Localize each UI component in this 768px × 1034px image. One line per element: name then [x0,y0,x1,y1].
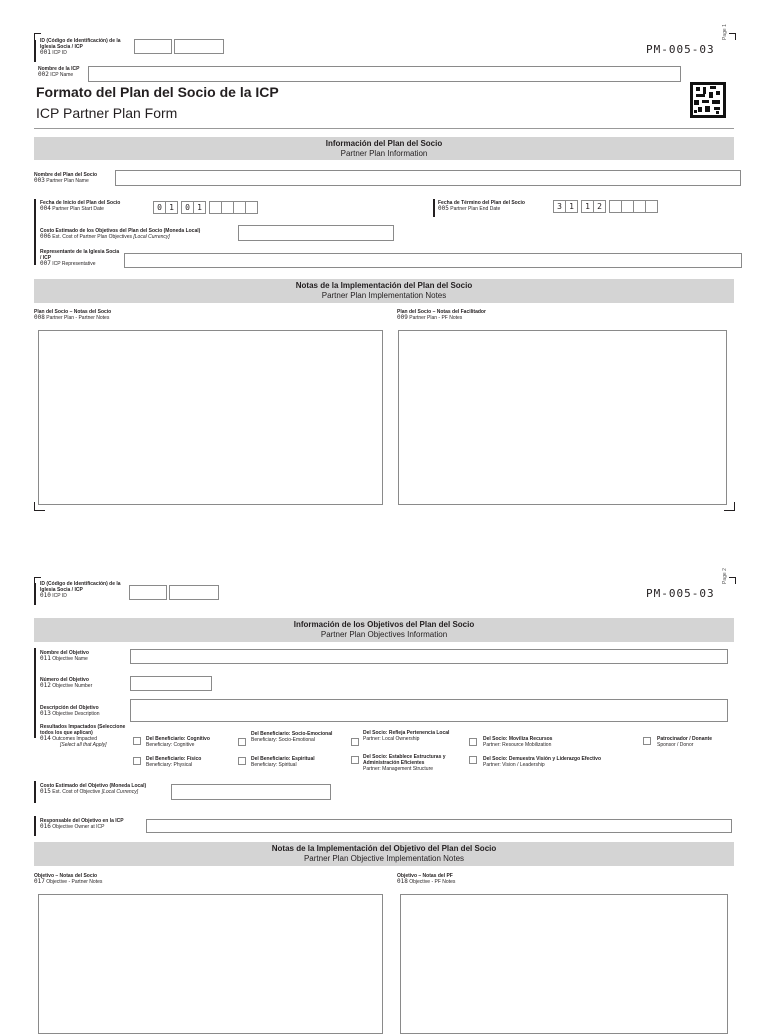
checkbox-vision-leadership[interactable] [469,756,477,764]
section-header-plan-info: Información del Plan del Socio Partner Plan Information [34,137,734,160]
date-digit-cell[interactable]: 0 [181,201,194,214]
start-date-field[interactable] [153,201,257,214]
field-marker [34,816,36,836]
partner-notes-label: Plan del Socio – Notas del Socio 008 Partner Plan - Partner Notes [34,309,112,321]
date-digit-cell[interactable]: 3 [553,200,566,213]
icp-id-field-b[interactable] [169,585,219,600]
obj-name-field[interactable] [130,649,728,664]
partner-notes-field[interactable] [38,330,383,505]
field-marker [34,781,36,803]
barcode-icon [690,82,726,118]
field-marker [34,583,36,605]
obj-desc-field[interactable] [130,699,728,722]
obj-partner-notes-field[interactable] [38,894,383,1034]
date-digit-cell[interactable]: 1 [581,200,594,213]
option-local-ownership: Del Socio: Refleja Pertenencia Local Partner: Local Ownership [363,730,450,742]
icp-name-field[interactable] [88,66,681,82]
date-digit-cell[interactable]: 1 [565,200,578,213]
page-title-en: ICP Partner Plan Form [36,105,178,121]
option-spiritual: Del Beneficiario: Espiritual Beneficiary: Spiritual [251,756,315,768]
checkbox-spiritual[interactable] [238,757,246,765]
obj-owner-field[interactable] [146,819,732,833]
rep-field[interactable] [124,253,742,268]
option-resource-mobilization: Del Socio: Moviliza Recursos Partner: Resource Mobilization [483,736,553,748]
option-vision-leadership: Del Socio: Demuestra Visión y Liderazgo Efectivo Partner: Vision / Leadership [483,756,601,768]
end-date-field[interactable] [553,200,657,213]
plan-name-field[interactable] [115,170,741,186]
option-sponsor-donor: Patrocinador / Donante Sponsor / Donor [657,736,713,748]
start-date-label: Fecha de Inicio del Plan del Socio 004 Partner Plan Start Date [40,200,121,212]
date-digit-cell[interactable]: 1 [193,201,206,214]
obj-partner-notes-label: Objetivo – Notas del Socio 017 Objective - Partner Notes [34,873,103,885]
form-code: PM-005-03 [646,587,715,600]
obj-owner-label: Responsable del Objetivo en la ICP 016 Objective Owner at ICP [40,818,124,830]
obj-number-field[interactable] [130,676,212,691]
checkbox-socio-emotional[interactable] [238,738,246,746]
field-marker [433,199,435,217]
date-digit-cell[interactable]: 2 [593,200,606,213]
outcomes-label: Resultados Impactados (Seleccione todos los que aplican) 014 Outcomes Impacted [Select all that Apply] [40,724,126,748]
date-digit-cell[interactable] [245,201,258,214]
obj-name-label: Nombre del Objetivo 011 Objective Name [40,650,89,662]
rep-label: Representante de la Iglesia Socia / ICP 007 ICP Representative [40,249,120,267]
icp-id-field-b[interactable] [174,39,224,54]
field-marker [34,199,36,265]
pf-notes-label: Plan del Socio – Notas del Facilitador 009 Partner Plan - PF Notes [397,309,486,321]
icp-id-label: ID (Código de Identificación) de la Iglesia Socia / ICP 001 ICP ID [40,38,121,56]
icp-id-field-a[interactable] [129,585,167,600]
title-divider [34,128,734,129]
pf-notes-field[interactable] [398,330,727,505]
obj-number-label: Número del Objetivo 012 Objective Number [40,677,93,689]
field-marker [34,40,36,62]
page-title-es: Formato del Plan del Socio de la ICP [36,84,279,100]
section-header-impl-notes: Notas de la Implementación del Plan del Socio Partner Plan Implementation Notes [34,279,734,303]
obj-cost-label: Costo Estimado del Objetivo (Moneda Local) 015 Est. Cost of Objective [Local Currency] [40,783,147,795]
form-code: PM-005-03 [646,43,715,56]
checkbox-cognitive[interactable] [133,737,141,745]
option-physical: Del Beneficiario: Físico Beneficiary: Physical [146,756,202,768]
obj-pf-notes-label: Objetivo – Notas del PF 018 Objective - PF Notes [397,873,456,885]
obj-cost-field[interactable] [171,784,331,800]
obj-desc-label: Descripción del Objetivo 013 Objective Description [40,705,100,717]
checkbox-management-structure[interactable] [351,756,359,764]
cost-label: Costo Estimado de los Objetivos del Plan del Socio (Moneda Local) 006 Est. Cost of Partner Plan Objectives [Local Currency] [40,228,201,240]
date-digit-cell[interactable]: 0 [153,201,166,214]
cost-field[interactable] [238,225,394,241]
date-digit-cell[interactable] [645,200,658,213]
icp-id-label: ID (Código de Identificación) de la Iglesia Socia / ICP 010 ICP ID [40,581,121,599]
field-marker [34,648,36,738]
corner-mark [34,502,45,511]
obj-pf-notes-field[interactable] [400,894,728,1034]
date-digit-cell[interactable]: 1 [165,201,178,214]
page-tag: Page 2 [722,568,728,584]
page-tag: Page 1 [722,24,728,40]
icp-name-label: Nombre de la ICP 002 ICP Name [38,66,80,78]
section-header-objective-notes: Notas de la Implementación del Objetivo del Plan del Socio Partner Plan Objective Implementation Notes [34,842,734,866]
corner-mark [729,577,736,584]
option-cognitive: Del Beneficiario: Cognitivo Beneficiary: Cognitive [146,736,210,748]
icp-id-field-a[interactable] [134,39,172,54]
corner-mark [729,33,736,40]
end-date-label: Fecha de Término del Plan del Socio 005 Partner Plan End Date [438,200,525,212]
checkbox-local-ownership[interactable] [351,738,359,746]
option-socio-emotional: Del Beneficiario: Socio-Emocional Beneficiary: Socio-Emotional [251,731,333,743]
corner-mark [724,502,735,511]
checkbox-physical[interactable] [133,757,141,765]
checkbox-resource-mobilization[interactable] [469,738,477,746]
option-management-structure: Del Socio: Establece Estructuras y Administración Eficientes Partner: Management Structure [363,754,446,772]
section-header-objectives-info: Información de los Objetivos del Plan del Socio Partner Plan Objectives Information [34,618,734,642]
plan-name-label: Nombre del Plan del Socio 003 Partner Plan Name [34,172,98,184]
checkbox-sponsor-donor[interactable] [643,737,651,745]
